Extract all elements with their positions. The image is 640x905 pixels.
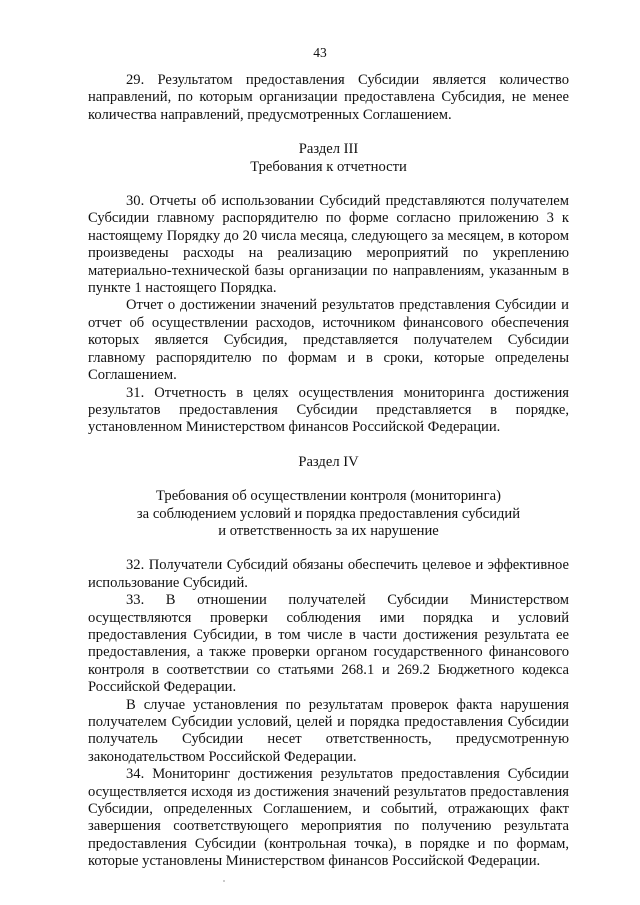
section-3-heading [88,141,569,176]
paragraph-30-report: Отчет о достижении значений результатов представления Субсидии и отчет об осуществлении расходов, источником финансового обеспечения которых является Субсидия, представляется получателем Субсидии главному распорядителю по формам и в сроки, которые определены Соглашением. [88,297,569,384]
paragraph-31: 31. Отчетность в целях осуществления мониторинга достижения результатов предоставления Субсидии представляется в порядке, установленном Министерством финансов Российской Федерации. [88,384,569,436]
section-4-line-2: за соблюдением условий и порядка предоставления субсидий [136,505,521,522]
paragraph-29: 29. Результатом предоставления Субсидии является количество направлений, по которым организации предоставлена Субсидия, не менее количества направлений, предусмотренных Соглашением. [88,72,569,123]
section-4-title: Раздел IV [298,453,359,470]
section-4-heading [88,454,569,541]
paragraph-33: 33. В отношении получателей Субсидии Министерством осуществляются проверки соблюдения ими порядка и условий предоставления Субсидии, в том числе в части достижения результата ее предоставления, а также проверки органом государственного финансового контроля в соответствии со статьями 268.1 и 269.2 Бюджетного кодекса Российской Федерации. [88,592,569,696]
section-3-subtitle: Требования к отчетности [250,158,407,175]
paragraph-32: 32. Получатели Субсидий обязаны обеспечить целевое и эффективное использование Субсидий. [88,557,569,591]
scan-dot [223,880,225,882]
document-body [88,72,569,871]
paragraph-33-liability: В случае установления по результатам проверок факта нарушения получателем Субсидии условий, целей и порядка предоставления Субсидии получатель Субсидии несет ответственность, предусмотренную законодательством Российской Федерации. [88,696,569,765]
paragraph-34: 34. Мониторинг достижения результатов предоставления Субсидии осуществляется исходя из достижения значений результатов предоставления Субсидии, определенных Соглашением, и событий, отражающих факт завершения соответствующего мероприятия по получению результата предоставления Субсидии (контрольная точка), в порядке и по формам, которые установлены Министерством финансов Российской Федерации. [88,766,569,870]
section-3-title: Раздел III [298,141,359,158]
section-4-line-3: и ответственность за их нарушение [218,522,439,539]
section-4-line-1: Требования об осуществлении контроля (мониторинга) [156,488,501,505]
paragraph-30: 30. Отчеты об использовании Субсидий представляются получателем Субсидии главному распорядителю по форме согласно приложению 3 к настоящему Порядку до 20 числа месяца, следующего за месяцем, в котором произведены расходы на реализацию мероприятий по укреплению материально-технической базы организации по направлениям, указанным в пункте 1 настоящего Порядка. [88,193,569,297]
page-number: 43 [313,45,327,60]
